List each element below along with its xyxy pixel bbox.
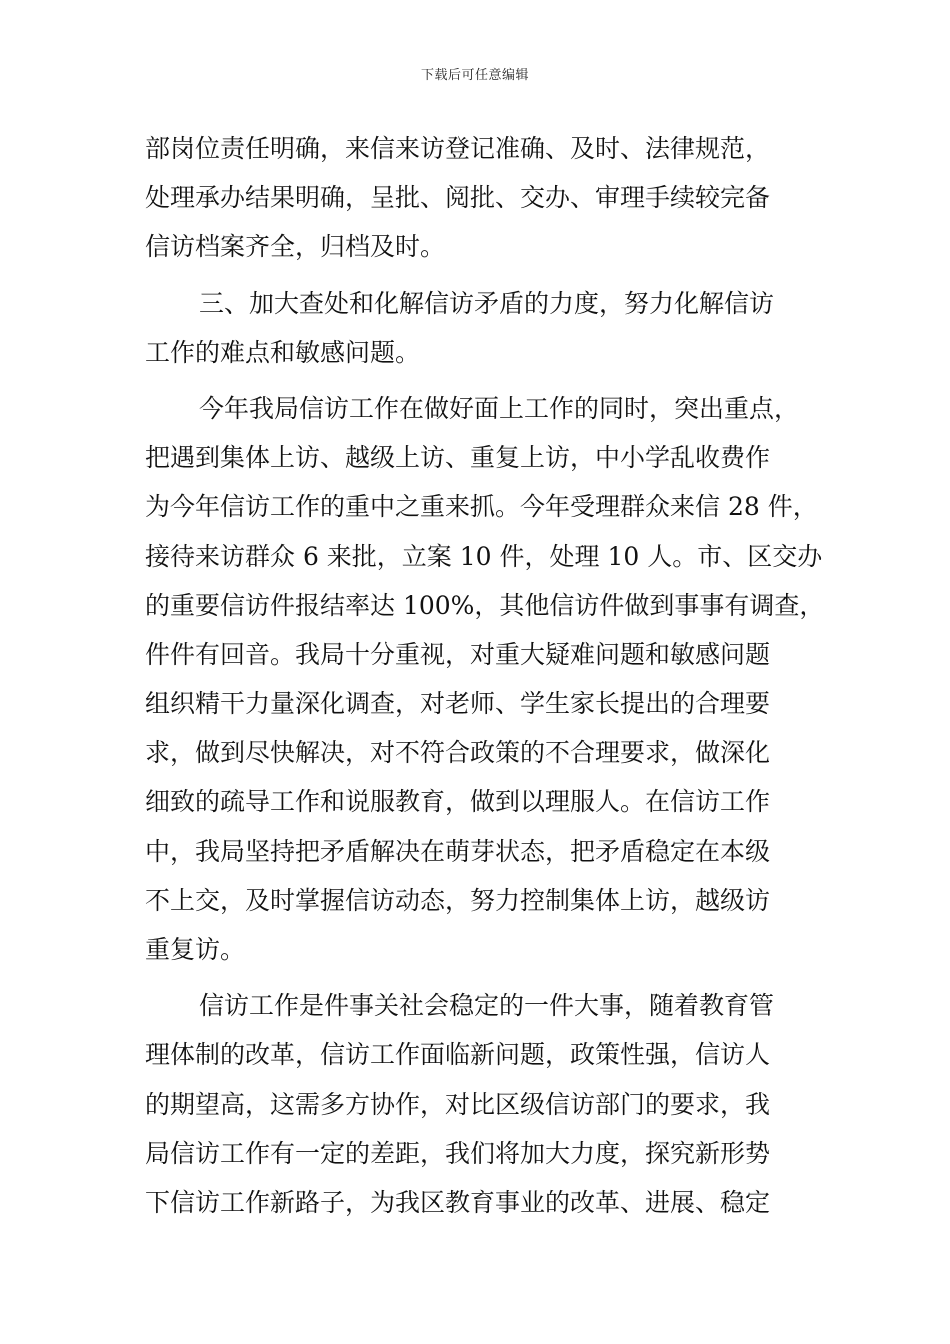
paragraph bbox=[145, 384, 825, 974]
text-line: 处理承办结果明确，呈批、阅批、交办、审理手续较完备 bbox=[145, 183, 771, 213]
text-line: 下信访工作新路子，为我区教育事业的改革、进展、稳定 bbox=[145, 1187, 771, 1217]
text-line: 件件有回音。我局十分重视，对重大疑难问题和敏感问题 bbox=[145, 639, 771, 669]
text-line: 把遇到集体上访、越级上访、重复上访，中小学乱收费作 bbox=[145, 443, 771, 473]
page-header: 下载后可任意编辑 bbox=[420, 68, 529, 83]
text-line: 的重要信访件报结率达 100%，其他信访件做到事事有调查， bbox=[145, 590, 825, 620]
text-line: 为今年信访工作的重中之重来抓。今年受理群众来信 28 件， bbox=[145, 492, 818, 522]
text-line: 不上交，及时掌握信访动态，努力控制集体上访，越级访 bbox=[145, 885, 771, 915]
text-line: 部岗位责任明确，来信来访登记准确、及时、法律规范， bbox=[145, 134, 771, 163]
text-line: 三、加大查处和化解信访矛盾的力度，努力化解信访 bbox=[199, 288, 775, 318]
text-line: 理体制的改革，信访工作面临新问题，政策性强，信访人 bbox=[145, 1040, 771, 1070]
text-line: 工作的难点和敏感问题。 bbox=[145, 337, 421, 367]
text-line: 信访工作是件事关社会稳定的一件大事，随着教育管 bbox=[199, 991, 775, 1021]
text-line: 局信访工作有一定的差距，我们将加大力度，探究新形势 bbox=[145, 1138, 771, 1168]
text-line: 信访档案齐全，归档及时。 bbox=[145, 232, 446, 262]
text-line: 接待来访群众 6 来批，立案 10 件，处理 10 人。市、区交办 bbox=[145, 541, 823, 571]
document-body bbox=[145, 124, 825, 1227]
text-line: 的期望高，这需多方协作，对比区级信访部门的要求，我 bbox=[145, 1089, 771, 1119]
text-line: 求，做到尽快解决，对不符合政策的不合理要求，做深化 bbox=[145, 738, 771, 768]
paragraph bbox=[145, 981, 815, 1227]
text-line: 重复访。 bbox=[145, 935, 246, 964]
text-line: 细致的疏导工作和说服教育，做到以理服人。在信访工作 bbox=[145, 787, 771, 817]
text-line: 中，我局坚持把矛盾解决在萌芽状态，把矛盾稳定在本级 bbox=[145, 836, 771, 866]
paragraph bbox=[145, 124, 815, 272]
text-line: 组织精干力量深化调查，对老师、学生家长提出的合理要 bbox=[145, 689, 771, 719]
text-line: 今年我局信访工作在做好面上工作的同时，突出重点， bbox=[199, 393, 800, 423]
paragraph bbox=[145, 279, 815, 377]
